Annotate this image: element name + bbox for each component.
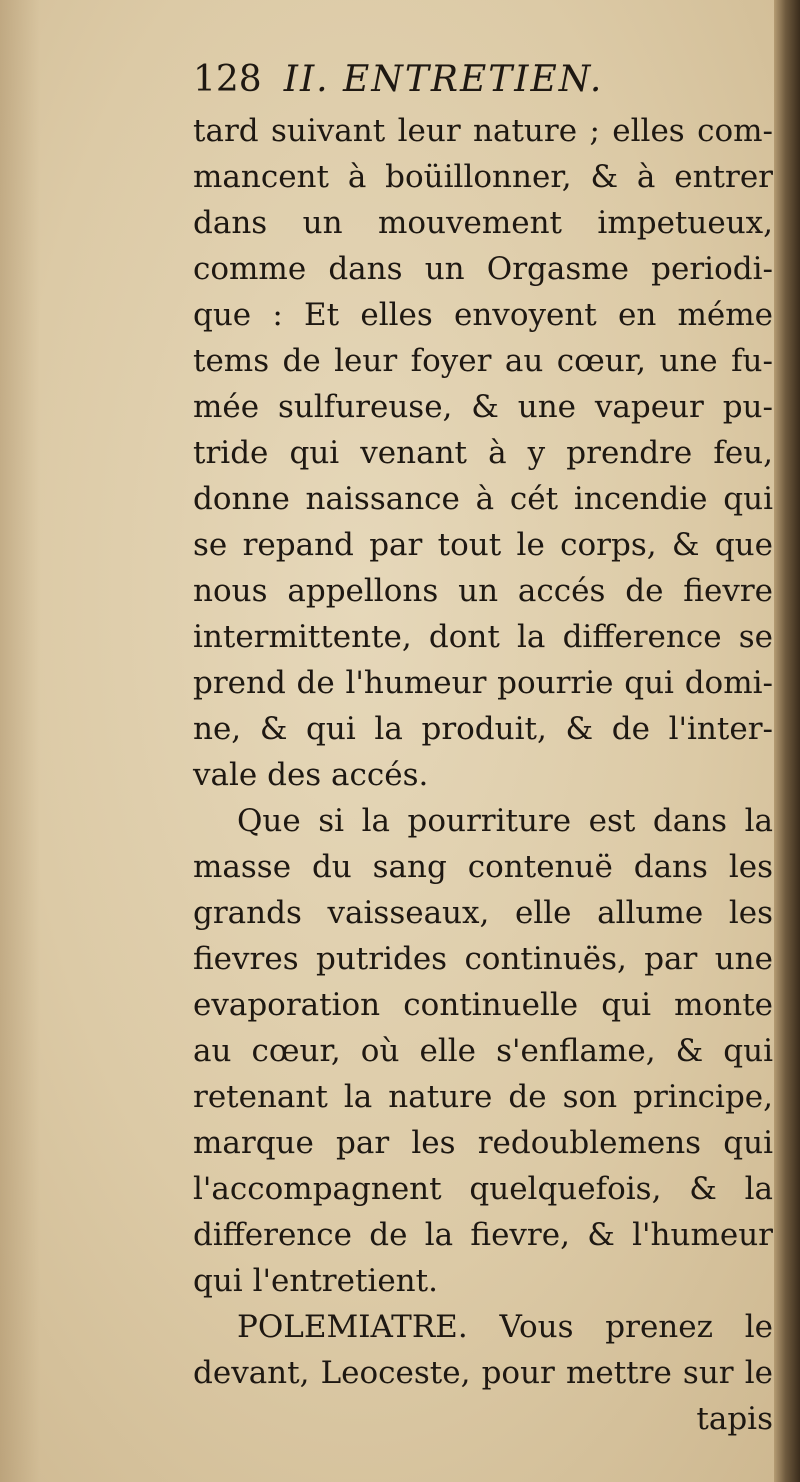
- text-line: tride qui venant à y prendre feu,: [193, 435, 773, 471]
- text-block: [193, 52, 773, 1442]
- text-line: qui l'entretient.: [193, 1263, 438, 1299]
- binding-gutter: [774, 0, 800, 1482]
- text-line: tems de leur foyer au cœur, une fu-: [193, 343, 773, 379]
- text-line: l'accompagnent quelquefois, & la: [193, 1171, 773, 1207]
- text-line: mée sulfureuse, & une vapeur pu-: [193, 389, 773, 425]
- text-line: evaporation continuelle qui monte: [193, 987, 773, 1023]
- text-line: difference de la fievre, & l'humeur: [193, 1217, 773, 1253]
- text-line: intermittente, dont la difference se: [193, 619, 773, 655]
- page-shadow: [0, 0, 40, 1482]
- catchword: tapis: [696, 1401, 773, 1437]
- speaker-line: POLEMIATRE. Vous prenez le: [237, 1309, 773, 1345]
- text-line: marque par les redoublemens qui: [193, 1125, 773, 1161]
- text-line: comme dans un Orgasme periodi-: [193, 251, 773, 287]
- running-head: II. ENTRETIEN.: [283, 59, 604, 100]
- text-line: donne naissance à cét incendie qui: [193, 481, 773, 517]
- text-line: se repand par tout le corps, & que: [193, 527, 773, 563]
- text-line: nous appellons un accés de fievre: [193, 573, 773, 609]
- text-line: ne, & qui la produit, & de l'inter-: [193, 711, 773, 747]
- text-line: vale des accés.: [193, 757, 429, 793]
- text-line: fievres putrides continuës, par une: [193, 941, 773, 977]
- text-line: prend de l'humeur pourrie qui domi-: [193, 665, 773, 701]
- page-number: 128: [193, 59, 262, 100]
- page-header: [193, 52, 773, 108]
- text-line: mancent à boüillonner, & à entrer: [193, 159, 773, 195]
- text-line: tard suivant leur nature ; elles com-: [193, 113, 773, 149]
- paragraph-start-line: Que si la pourriture est dans la: [237, 803, 773, 839]
- text-line: grands vaisseaux, elle allume les: [193, 895, 773, 931]
- text-line: que : Et elles envoyent en méme: [193, 297, 773, 333]
- text-line: masse du sang contenuë dans les: [193, 849, 773, 885]
- text-line: au cœur, où elle s'enflame, & qui: [193, 1033, 773, 1069]
- text-line: dans un mouvement impetueux,: [193, 205, 773, 241]
- text-line: retenant la nature de son principe,: [193, 1079, 773, 1115]
- text-line: devant, Leoceste, pour mettre sur le: [193, 1355, 773, 1391]
